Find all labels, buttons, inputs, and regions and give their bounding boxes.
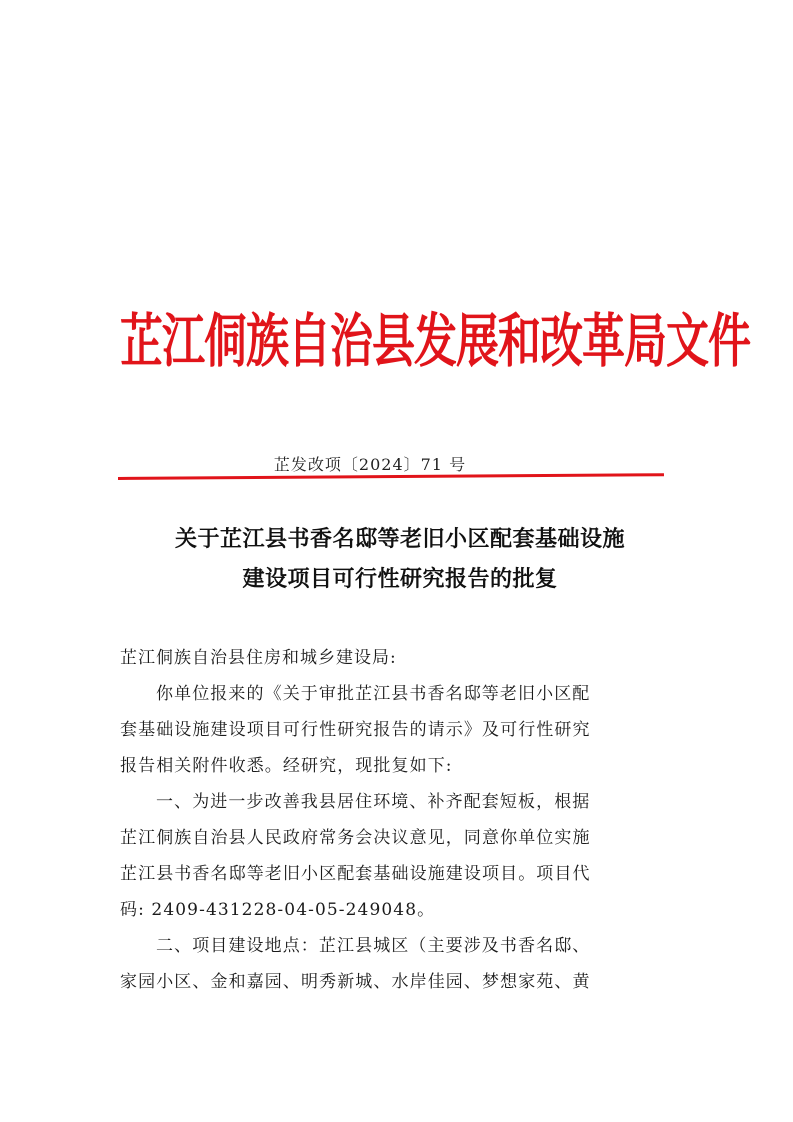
body-line: 芷江侗族自治县人民政府常务会决议意见，同意你单位实施 [120, 828, 591, 848]
body-line: 二、项目建设地点：芷江县城区（主要涉及书香名邸、 [156, 936, 591, 956]
body-line: 报告相关附件收悉。经研究，现批复如下: [120, 756, 453, 776]
masthead-title: 芷江侗族自治县发展和改革局文件 [120, 308, 750, 376]
document-number: 芷发改项〔2024〕71 号 [273, 455, 467, 474]
document-title [100, 520, 700, 600]
body-line: 一、为进一步改善我县居住环境、补齐配套短板，根据 [156, 792, 591, 812]
body-line: 家园小区、金和嘉园、明秀新城、水岸佳园、梦想家苑、黄 [120, 972, 591, 992]
addressee: 芷江侗族自治县住房和城乡建设局: [120, 648, 397, 668]
body-line: 套基础设施建设项目可行性研究报告的请示》及可行性研究 [120, 720, 591, 740]
body-text [120, 676, 640, 1000]
title-line-2: 建设项目可行性研究报告的批复 [242, 567, 558, 592]
body-line: 你单位报来的《关于审批芷江县书香名邸等老旧小区配 [156, 684, 591, 704]
body-line: 码: 2409-431228-04-05-249048。 [120, 900, 436, 920]
title-line-1: 关于芷江县书香名邸等老旧小区配套基础设施 [174, 527, 625, 552]
body-line: 芷江县书香名邸等老旧小区配套基础设施建设项目。项目代 [120, 864, 591, 884]
